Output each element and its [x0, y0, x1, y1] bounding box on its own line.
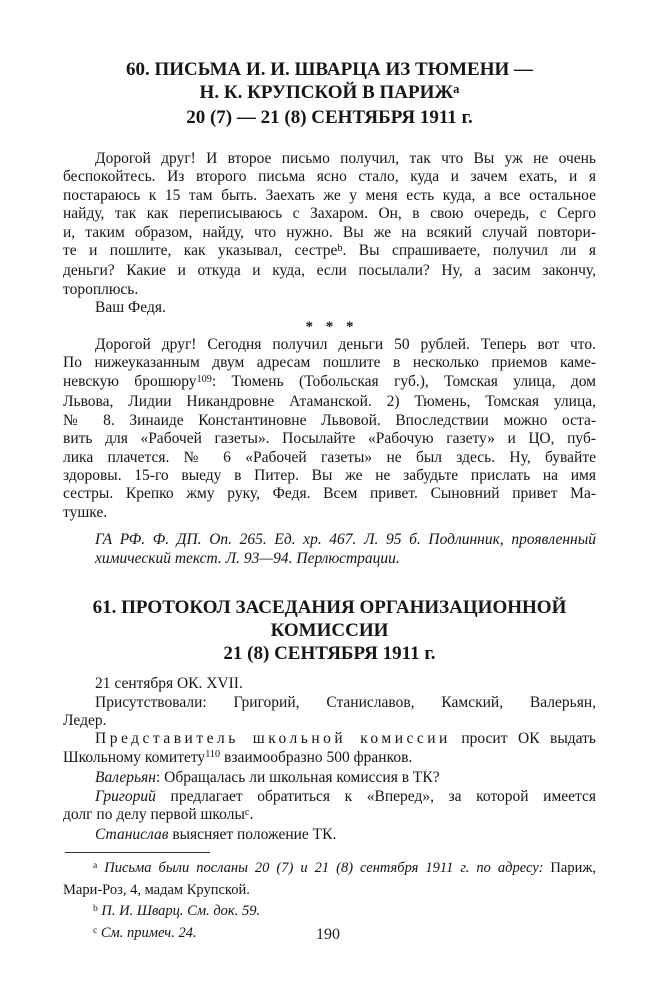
document-61	[63, 596, 596, 845]
text-line: Присутствовали: Григорий, Станиславов, Камский, Валерьян,	[95, 693, 596, 711]
archive-citation	[95, 530, 596, 568]
letter-2-text	[63, 336, 596, 522]
text-line: 20 (7) — 21 (8) СЕНТЯБРЯ 1911 г.	[186, 107, 473, 128]
text-line: те и пошлите, как указывал, сестре$^b$. Вы спрашиваете, получил ли я	[63, 242, 596, 260]
text-line: 60. ПИСЬМА И. И. ШВАРЦА ИЗ ТЮМЕНИ —	[126, 59, 533, 80]
text-line: лика плачется. № 6 «Рабочей газеты» не был здесь. Ну, бувайте	[63, 448, 596, 466]
text-line: тороплюсь.	[63, 280, 139, 298]
text-line: Ледер.	[63, 711, 107, 729]
section-separator	[63, 318, 596, 336]
text-line: вить для «Рабочей газеты». Посылайте «Рабочую газету» и ЦО, пуб-	[63, 430, 596, 448]
text-line: Представитель школьной комиссии просит ОК выдать	[95, 730, 596, 748]
text-line: тушке.	[63, 503, 108, 521]
text-line: Мари-Роз, 4, мадам Крупской.	[63, 882, 250, 899]
protocol-text	[63, 675, 596, 845]
text-line: Львова, Лидии Никандровне Атаманской. 2) Тюмень, Томская улица,	[63, 393, 596, 411]
page-number: 190	[316, 926, 340, 943]
document-60-title	[63, 58, 596, 129]
text-line: $^b$ П. И. Шварц. См. док. 59.	[93, 902, 261, 919]
footnote-divider	[65, 852, 210, 853]
text-line: $^c$ См. примеч. 24.	[93, 925, 197, 942]
text-line: сестры. Крепко жму руку, Федя. Всем привет. Сыновний привет Ма-	[63, 485, 596, 503]
text-line: По нижеуказанным двум адресам пошлите в несколько приемов каме-	[63, 354, 596, 372]
text-line: химический текст. Л. 93—94. Перлюстрации.	[95, 550, 400, 568]
text-line: * * *	[305, 318, 354, 335]
text-line: невскую брошюру$^{109}$: Тюмень (Тобольская губ.), Томская улица, дом	[63, 372, 596, 390]
text-line: беспокойтесь. Из второго письма ясно стало, куда и зачем ехать, и я	[63, 168, 596, 186]
text-line: Григорий предлагает обратиться к «Вперед», за которой имеется	[95, 787, 596, 805]
text-line: Ваш Федя.	[95, 299, 166, 317]
text-line: найду, так как переписываюсь с Захаром. Он, в свою очередь, с Серго	[63, 205, 596, 223]
text-line: и, таким образом, найду, что нужно. Вы же на всякий случай повтори-	[63, 223, 596, 241]
document-60	[63, 58, 596, 568]
text-line: здоровы. 15-го выеду в Питер. Вы же не забудьте прислать на имя	[63, 466, 596, 484]
text-line: ГА РФ. Ф. ДП. Оп. 265. Ед. хр. 467. Л. 95 б. Подлинник, проявленный	[95, 531, 596, 549]
document-61-title	[63, 596, 596, 665]
letter-1-text	[63, 150, 596, 318]
text-line: Дорогой друг! И второе письмо получил, так что Вы уж не очень	[95, 150, 596, 167]
text-line: Дорогой друг! Сегодня получил деньги 50 рублей. Теперь вот что.	[95, 336, 596, 354]
text-line: Н. К. КРУПСКОЙ В $ПАРИЖ^а$	[199, 81, 460, 103]
text-line: долг по делу первой школы$^c$.	[63, 805, 254, 823]
text-line: 21 (8) СЕНТЯБРЯ 1911 г.	[223, 643, 436, 665]
text-line: 61. ПРОТОКОЛ ЗАСЕДАНИЯ ОРГАНИЗАЦИОННОЙ	[92, 597, 567, 619]
text-line: деньги? Какие и откуда и куда, если посылали? Ну, а засим закончу,	[63, 262, 596, 280]
text-line: 21 сентября ОК. XVII.	[95, 675, 243, 693]
text-line: постараюсь к 15 там быть. Заехать же у меня есть куда, а все остальное	[63, 186, 596, 204]
text-line: Валерьян: Обращалась ли школьная комиссия в ТК?	[95, 769, 440, 787]
text-line: № 8. Зинаиде Константиновне Львовой. Впоследствии можно оста-	[63, 411, 596, 429]
text-line: Школьному комитету$^{110}$ взаимообразно 500 франков.	[63, 748, 413, 766]
text-line: Станислав выясняет положение ТК.	[95, 826, 337, 844]
text-line: $^a$ Письма были посланы 20 (7) и 21 (8) сентября 1911 г. по адресу: Париж,	[93, 859, 596, 876]
text-line: КОМИССИИ	[270, 620, 389, 642]
